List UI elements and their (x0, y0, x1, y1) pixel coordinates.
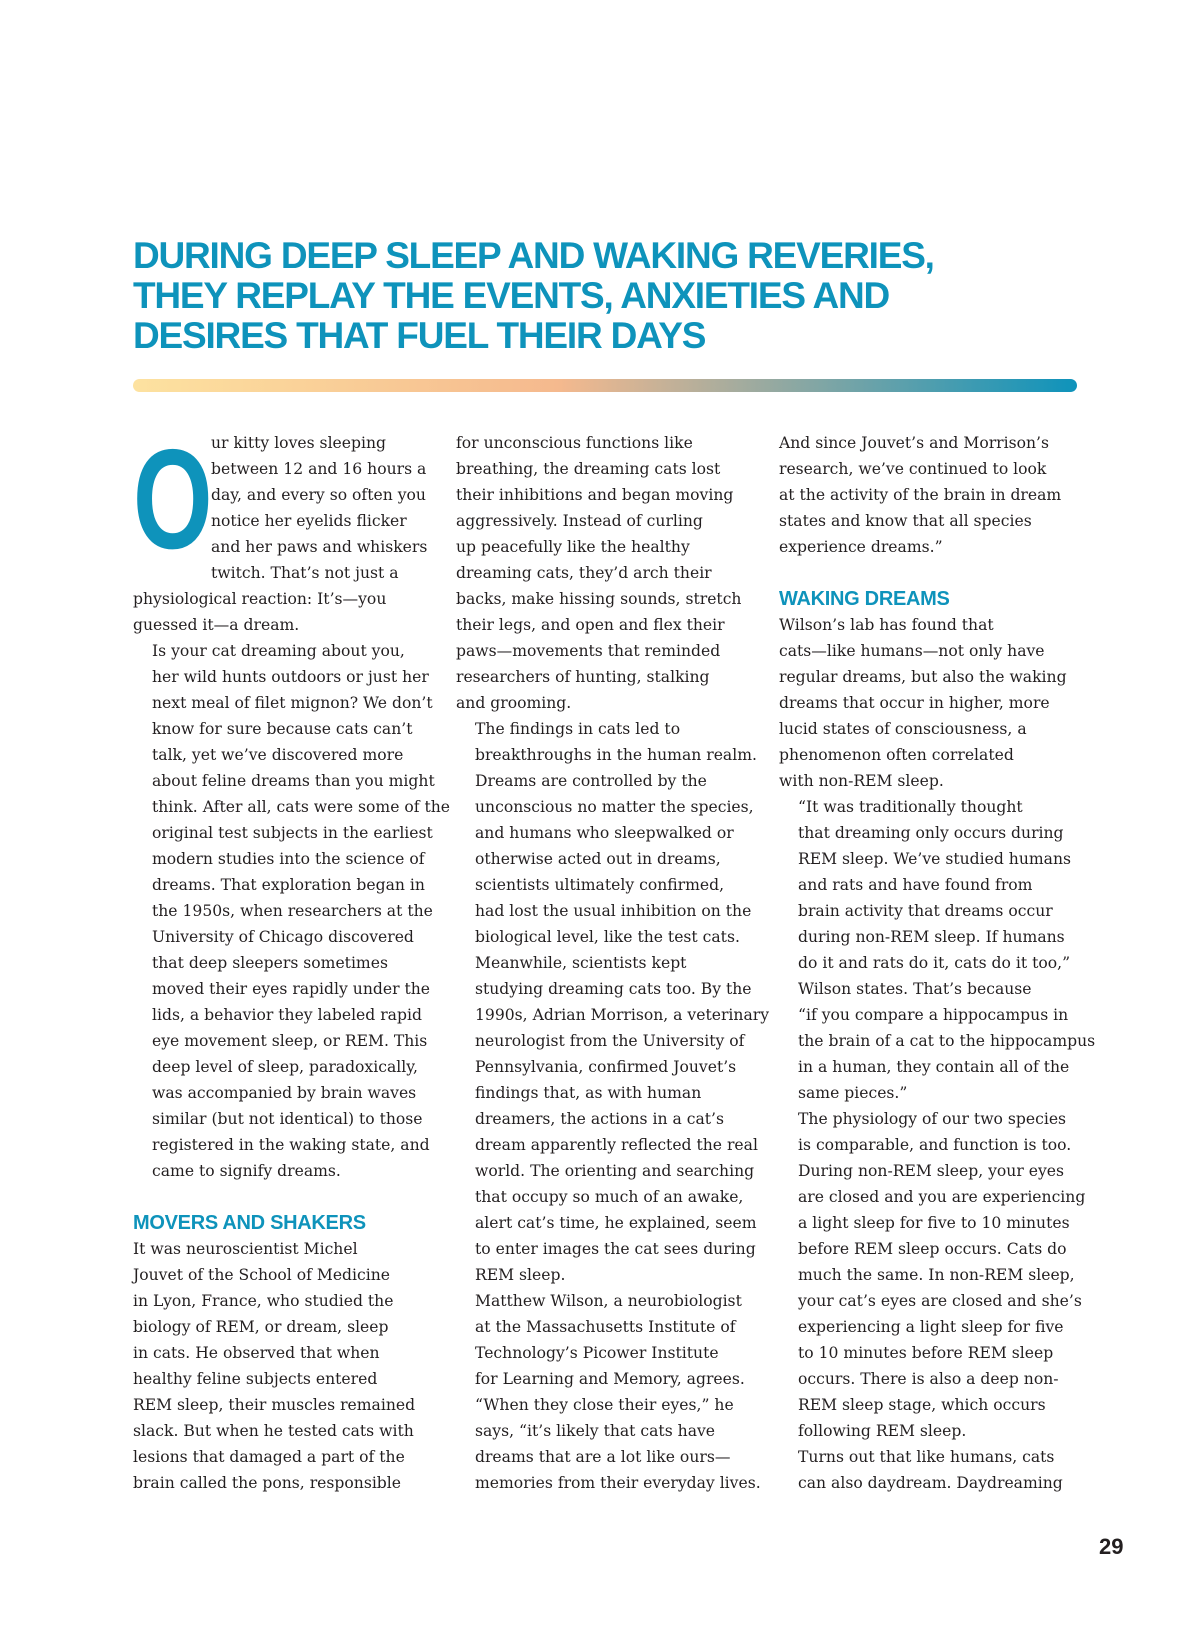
text-line: alert cat’s time, he explained, seem (475, 1214, 757, 1232)
text-line: REM sleep, their muscles remained (133, 1396, 416, 1414)
text-line: otherwise acted out in dreams, (475, 850, 721, 868)
text-line: “It was traditionally thought (798, 798, 1023, 816)
text-line: researchers of hunting, stalking (456, 668, 710, 686)
text-line: Technology’s Picower Institute (475, 1344, 719, 1362)
text-line: neurologist from the University of (475, 1032, 745, 1050)
text-line: in Lyon, France, who studied the (133, 1292, 394, 1310)
paragraph (779, 1444, 1079, 1496)
text-line: backs, make hissing sounds, stretch (456, 590, 742, 608)
text-line: Turns out that like humans, cats (798, 1448, 1055, 1466)
text-line: before REM sleep occurs. Cats do (798, 1240, 1067, 1258)
text-line: scientists ultimately confirmed, (475, 876, 725, 894)
text-line: registered in the waking state, and (152, 1136, 430, 1154)
text-line: Wilson’s lab has found that (779, 616, 994, 634)
text-line: Pennsylvania, confirmed Jouvet’s (475, 1058, 737, 1076)
text-line: are closed and you are experiencing (798, 1188, 1086, 1206)
text-line: memories from their everyday lives. (475, 1474, 761, 1492)
text-line: lesions that damaged a part of the (133, 1448, 405, 1466)
text-line: at the activity of the brain in dream (779, 486, 1062, 504)
text-line: brain called the pons, responsible (133, 1474, 402, 1492)
section-heading: MOVERS AND SHAKERS (133, 1212, 366, 1234)
text-line: that deep sleepers sometimes (152, 954, 388, 972)
page-number: 29 (1099, 1534, 1124, 1559)
text-line: can also daydream. Daydreaming (798, 1474, 1063, 1492)
text-line: their legs, and open and flex their (456, 616, 725, 634)
paragraph (779, 612, 1079, 794)
text-line: research, we’ve continued to look (779, 460, 1047, 478)
text-line: lids, a behavior they labeled rapid (152, 1006, 422, 1024)
paragraph (456, 430, 756, 716)
text-line: same pieces.” (798, 1084, 908, 1102)
text-line: twitch. That’s not just a (211, 564, 399, 582)
text-line: unconscious no matter the species, (475, 798, 754, 816)
text-line: dreams that occur in higher, more (779, 694, 1050, 712)
text-line: at the Massachusetts Institute of (475, 1318, 736, 1336)
text-line: guessed it—a dream. (133, 616, 300, 634)
text-line: It was neuroscientist Michel (133, 1240, 358, 1258)
text-line: findings that, as with human (475, 1084, 702, 1102)
text-line: is comparable, and function is too. (798, 1136, 1072, 1154)
text-line: Jouvet of the School of Medicine (133, 1266, 391, 1284)
text-line: aggressively. Instead of curling (456, 512, 703, 530)
paragraph (133, 638, 451, 1184)
text-line: know for sure because cats can’t (152, 720, 413, 738)
text-line: occurs. There is also a deep non- (798, 1370, 1059, 1388)
text-line: Meanwhile, scientists kept (475, 954, 687, 972)
text-line: moved their eyes rapidly under the (152, 980, 431, 998)
text-line: lucid states of consciousness, a (779, 720, 1027, 738)
text-line: world. The orienting and searching (475, 1162, 755, 1180)
text-line: their inhibitions and began moving (456, 486, 734, 504)
text-line: for Learning and Memory, agrees. (475, 1370, 745, 1388)
text-line: her wild hunts outdoors or just her (152, 668, 429, 686)
text-line: and her paws and whiskers (211, 538, 428, 556)
text-line: the brain of a cat to the hippocampus (798, 1032, 1096, 1050)
text-line: REM sleep stage, which occurs (798, 1396, 1046, 1414)
text-line: notice her eyelids flicker (211, 512, 407, 530)
paragraph (456, 950, 770, 1288)
paragraph (456, 1288, 761, 1496)
text-line: healthy feline subjects entered (133, 1370, 378, 1388)
text-line: had lost the usual inhibition on the (475, 902, 752, 920)
text-line: paws—movements that reminded (456, 642, 721, 660)
text-line: original test subjects in the earliest (152, 824, 433, 842)
headline-line: THEY REPLAY THE EVENTS, ANXIETIES AND (133, 275, 890, 316)
text-line: During non-REM sleep, your eyes (798, 1162, 1065, 1180)
text-line: “if you compare a hippocampus in (798, 1006, 1069, 1024)
headline-line: DESIRES THAT FUEL THEIR DAYS (133, 315, 706, 356)
text-line: in a human, they contain all of the (798, 1058, 1070, 1076)
text-line: “When they close their eyes,” he (475, 1396, 734, 1414)
paragraph (779, 1106, 1086, 1444)
text-line: Wilson states. That’s because (798, 980, 1032, 998)
text-line: a light sleep for five to 10 minutes (798, 1214, 1070, 1232)
text-line: REM sleep. (475, 1266, 566, 1284)
text-line: came to signify dreams. (152, 1162, 341, 1180)
text-line: with non-REM sleep. (779, 772, 944, 790)
text-line: think. After all, cats were some of the (152, 798, 451, 816)
text-line: deep level of sleep, paradoxically, (152, 1058, 418, 1076)
text-line: And since Jouvet’s and Morrison’s (779, 434, 1050, 452)
article-column-2 (456, 430, 770, 1496)
text-line: day, and every so often you (211, 486, 426, 504)
intro-paragraph (133, 420, 433, 586)
text-line: biology of REM, or dream, sleep (133, 1318, 389, 1336)
text-line: that dreaming only occurs during (798, 824, 1064, 842)
text-line: and rats and have found from (798, 876, 1033, 894)
article-column-3 (779, 430, 1096, 1496)
text-line: your cat’s eyes are closed and she’s (798, 1292, 1082, 1310)
intro-lines (211, 430, 427, 586)
gradient-divider (133, 379, 1077, 392)
section-heading: WAKING DREAMS (779, 588, 950, 610)
text-line: to enter images the cat sees during (475, 1240, 756, 1258)
text-line: breathing, the dreaming cats lost (456, 460, 721, 478)
text-line: up peacefully like the healthy (456, 538, 690, 556)
text-line: experience dreams.” (779, 538, 943, 556)
text-line: Is your cat dreaming about you, (152, 642, 405, 660)
drop-cap: O (133, 420, 213, 579)
text-line: next meal of filet mignon? We don’t (152, 694, 433, 712)
text-line: modern studies into the science of (152, 850, 425, 868)
text-line: in cats. He observed that when (133, 1344, 380, 1362)
paragraph (133, 1236, 433, 1496)
text-line: biological level, like the test cats. (475, 928, 740, 946)
text-line: physiological reaction: It’s—you (133, 590, 387, 608)
text-line: and humans who sleepwalked or (475, 824, 734, 842)
headline (133, 236, 1073, 356)
paragraph (456, 716, 756, 950)
text-line: dreams. That exploration began in (152, 876, 425, 894)
text-line: and grooming. (456, 694, 572, 712)
paragraph (133, 586, 433, 638)
text-line: between 12 and 16 hours a (211, 460, 427, 478)
text-line: ur kitty loves sleeping (211, 434, 387, 452)
text-line: do it and rats do it, cats do it too,” (798, 954, 1071, 972)
text-line: cats—like humans—not only have (779, 642, 1045, 660)
text-line: for unconscious functions like (456, 434, 693, 452)
text-line: talk, yet we’ve discovered more (152, 746, 404, 764)
text-line: phenomenon often correlated (779, 746, 1014, 764)
text-line: slack. But when he tested cats with (133, 1422, 414, 1440)
text-line: to 10 minutes before REM sleep (798, 1344, 1054, 1362)
text-line: much the same. In non-REM sleep, (798, 1266, 1075, 1284)
text-line: was accompanied by brain waves (152, 1084, 417, 1102)
text-line: experiencing a light sleep for five (798, 1318, 1064, 1336)
text-line: 1990s, Adrian Morrison, a veterinary (475, 1006, 770, 1024)
text-line: similar (but not identical) to those (152, 1110, 423, 1128)
text-line: Matthew Wilson, a neurobiologist (475, 1292, 742, 1310)
text-line: dreaming cats, they’d arch their (456, 564, 712, 582)
text-line: breakthroughs in the human realm. (475, 746, 757, 764)
text-line: regular dreams, but also the waking (779, 668, 1067, 686)
text-line: states and know that all species (779, 512, 1032, 530)
text-line: University of Chicago discovered (152, 928, 414, 946)
text-line: studying dreaming cats too. By the (475, 980, 752, 998)
text-line: eye movement sleep, or REM. This (152, 1032, 428, 1050)
text-line: dream apparently reflected the real (475, 1136, 758, 1154)
text-line: says, “it’s likely that cats have (475, 1422, 716, 1440)
text-line: Dreams are controlled by the (475, 772, 707, 790)
text-line: following REM sleep. (798, 1422, 967, 1440)
text-line: The findings in cats led to (475, 720, 681, 738)
text-line: REM sleep. We’ve studied humans (798, 850, 1071, 868)
text-line: about feline dreams than you might (152, 772, 435, 790)
headline-line: DURING DEEP SLEEP AND WAKING REVERIES, (133, 235, 934, 276)
text-line: during non-REM sleep. If humans (798, 928, 1065, 946)
text-line: brain activity that dreams occur (798, 902, 1053, 920)
paragraph (779, 430, 1079, 560)
text-line: the 1950s, when researchers at the (152, 902, 433, 920)
text-line: The physiology of our two species (798, 1110, 1067, 1128)
text-line: dreams that are a lot like ours— (475, 1448, 731, 1466)
paragraph (779, 794, 1096, 1106)
text-line: that occupy so much of an awake, (475, 1188, 744, 1206)
text-line: dreamers, the actions in a cat’s (475, 1110, 725, 1128)
article-column-1 (133, 420, 451, 1496)
